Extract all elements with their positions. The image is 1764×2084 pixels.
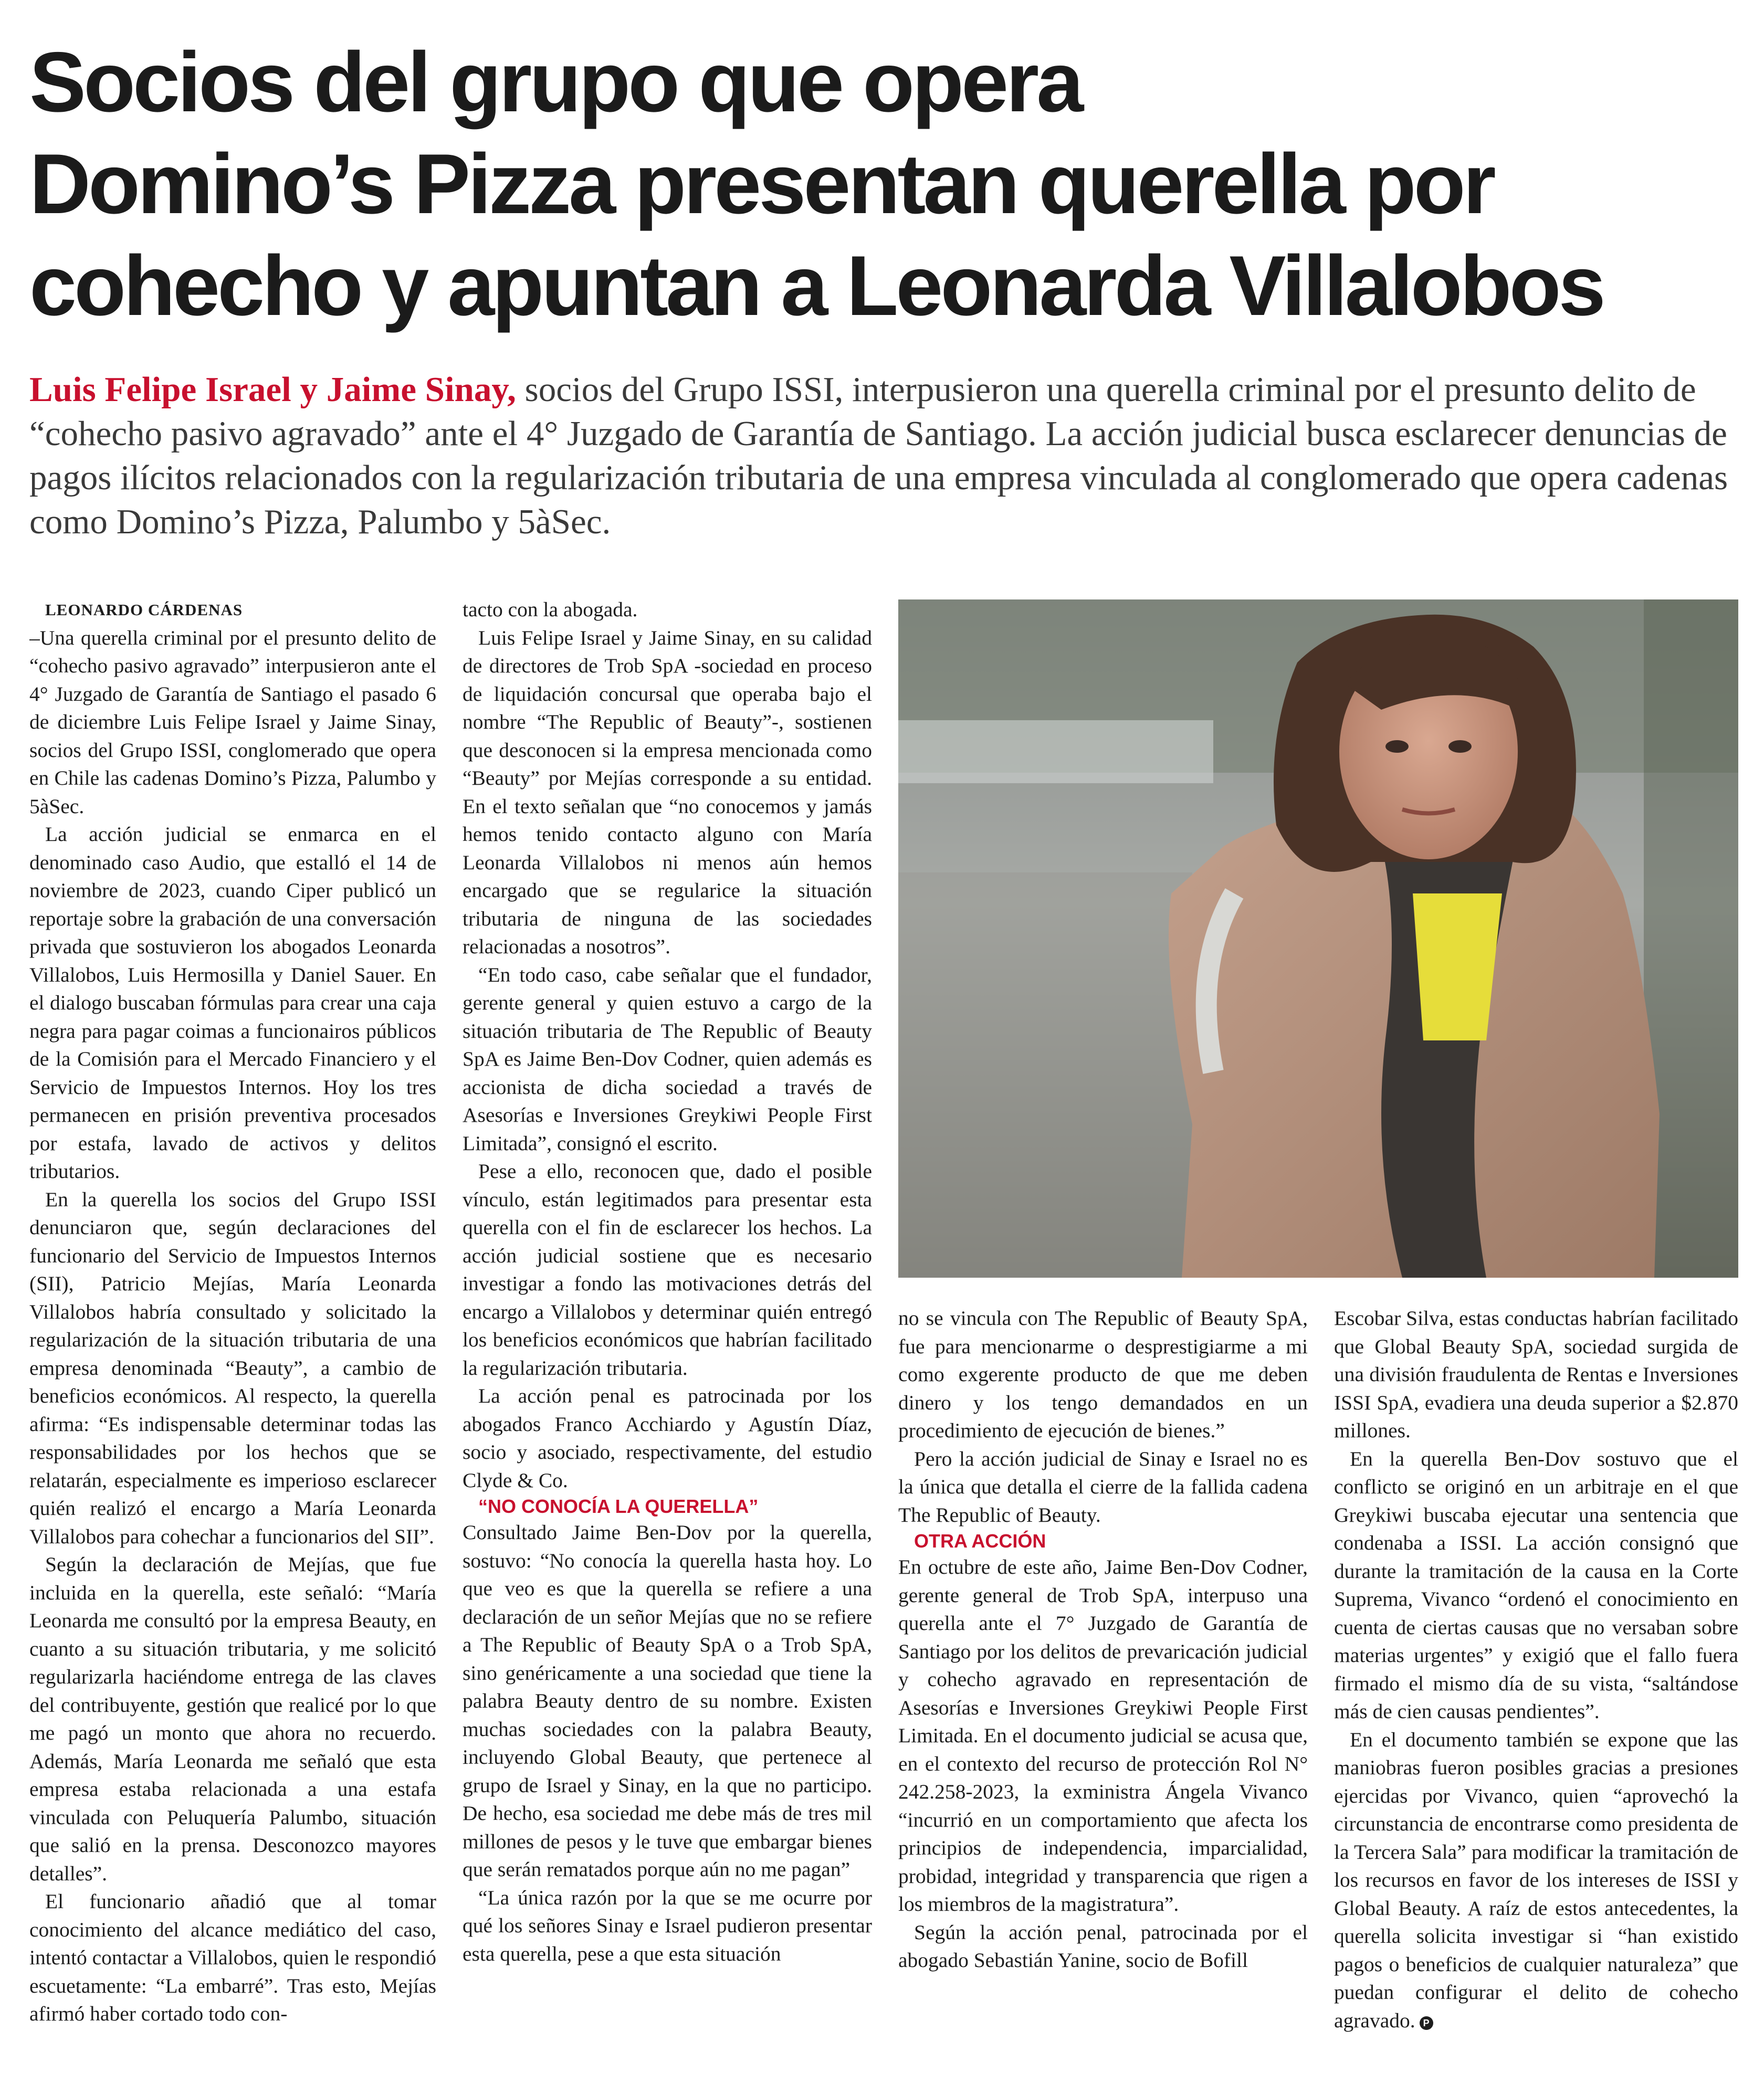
lede-names: Luis Felipe Israel y Jaime Sinay,	[29, 370, 516, 409]
paragraph: La acción penal es patrocinada por los abogados Franco Acchiardo y Agustín Díaz, socio y asociado, respectivamente, del estudio Clyde & Co.	[463, 1384, 872, 1492]
article-column-3	[898, 1304, 1308, 2063]
headline-line-2: Domino’s Pizza presentan querella por	[29, 136, 1494, 231]
paragraph: Pese a ello, reconocen que, dado el posible vínculo, están legitimados para presentar esta querella con el fin de esclarecer los hechos. La acción judicial sostiene que es necesario investigar a fondo las motivaciones detrás del encargo a Villalobos y determinar quién entregó los beneficios económicos que habrían facilitado la regularización tributaria.	[463, 1160, 872, 1380]
paragraph	[1334, 1726, 1738, 2035]
paragraph: “En todo caso, cabe señalar que el fundador, gerente general y quien estuvo a cargo de la situación tributaria de The Republic of Beauty SpA es Jaime Ben-Dov Codner, quien además es accionista de dicha sociedad a través de Asesorías e Inversiones Greykiwi People First Limitada”, consignó el escrito.	[463, 963, 872, 1155]
paragraph: “La única razón por la que se me ocurre por qué los señores Sinay e Israel pudieron presentar esta querella, pese a que esta situación	[463, 1886, 872, 1965]
paragraph: –Una querella criminal por el presunto delito de “cohecho pasivo agravado” interpusieron ante el 4° Juzgado de Garantía de Santiago el pasado 6 de diciembre Luis Felipe Israel y Jaime Sinay, socios del Grupo ISSI, conglomerado que opera en Chile las cadenas Domino’s Pizza, Palumbo y 5àSec.	[29, 626, 436, 818]
article-column-2	[463, 596, 872, 2063]
subhead-otra-accion: OTRA ACCIÓN	[914, 1530, 1046, 1552]
end-mark-icon: P	[1420, 2016, 1433, 2030]
photo-leonarda-villalobos	[898, 599, 1738, 1278]
paragraph: La acción judicial se enmarca en el denominado caso Audio, que estalló el 14 de noviembre de 2023, cuando Ciper publicó un reportaje sobre la grabación de una conversación privada que sostuvieron los abogados Leonarda Villalobos, Luis Hermosilla y Daniel Sauer. En el dialogo buscaban fórmulas para crear una caja negra para pagar coimas a funcionairos públicos de la Comisión para el Mercado Financiero y el Servicio de Impuestos Internos. Hoy los tres permanecen en prisión preventiva procesados por estafa, lavado de activos y delitos tributarios.	[29, 823, 436, 1183]
paragraph-text: En el documento también se expone que las maniobras fueron posibles gracias a presiones ejercidas por Vivanco, quien “aprovechó la circunstancia de encontrarse como presidenta de la Tercera Sala” para modificar la tramitación de los recursos en favor de los intereses de ISSI y Global Beauty. A raíz de estos antecedentes, la querella solicita investigar si “han existido pagos o beneficios de cualquier naturaleza” que puedan configurar el delito de cohecho agravado.	[1334, 1728, 1738, 2032]
lede	[29, 367, 1736, 544]
lede-text: socios del Grupo ISSI, interpusieron una querella criminal por el presunto delito de “cohecho pasivo agravado” ante el 4° Juzgado de Garantía de Santiago. La acción judicial busca esclarecer denuncias de pagos ilícitos relacionados con la regularización tributaria de una empresa vinculada al conglomerado que opera cadenas como Domino’s Pizza, Palumbo y 5àSec.	[29, 370, 1728, 541]
paragraph: Escobar Silva, estas conductas habrían facilitado que Global Beauty SpA, sociedad surgida de una división fraudulenta de Rentas e Inversiones ISSI SpA, evadiera una deuda superior a $2.870 millones.	[1334, 1307, 1738, 1442]
headline-line-3: cohecho y apuntan a Leonarda Villalobos	[29, 238, 1603, 333]
byline: LEONARDO CÁRDENAS	[45, 601, 243, 619]
subhead-no-conocia: “NO CONOCÍA LA QUERELLA”	[478, 1496, 759, 1517]
paragraph: En octubre de este año, Jaime Ben-Dov Codner, gerente general de Trob SpA, interpuso una querella ante el 7° Juzgado de Garantía de Santiago por los delitos de prevaricación judicial y cohecho agravado en representación de Asesorías e Inversiones Greykiwi People First Limitada. En el documento judicial se acusa que, en el contexto del recurso de protección Rol N° 242.258-2023, la exministra Ángela Vivanco “incurrió en un comportamiento que afecta los principios de independencia, imparcialidad, probidad, integridad y transparencia que rigen a los miembros de la magistratura”.	[898, 1555, 1308, 1915]
paragraph: En la querella Ben-Dov sostuvo que el conflicto se originó en un arbitraje en el que Greykiwi buscaba ejecutar una sentencia que condenaba a ISSI. La acción consignó que durante la tramitación de la causa en la Corte Suprema, Vivanco “ordenó el conocimiento en cuenta de ciertas causas que no versaban sobre materias urgentes” y exigió que el fallo fuera firmado el mismo día de su vista, “saltándose más de cien causas pendientes”.	[1334, 1447, 1738, 1723]
paragraph: Según la declaración de Mejías, que fue incluida en la querella, este señaló: “María Leonarda me consultó por la empresa Beauty, en cuanto a su situación tributaria, y me solicitó regularizarla haciéndome entrega de las claves del contribuyente, gestión que realicé por lo que me pagó un monto que ahora no recuerdo. Además, María Leonarda me señaló que esta empresa estaba relacionada a una estafa vinculada con Peluquería Palumbo, situación que salió en la prensa. Desconozco mayores detalles”.	[29, 1553, 436, 1885]
paragraph: tacto con la abogada.	[463, 598, 638, 621]
paragraph: Según la acción penal, patrocinada por el abogado Sebastián Yanine, socio de Bofill	[898, 1920, 1308, 1972]
paragraph: En la querella los socios del Grupo ISSI denunciaron que, según declaraciones del funcionario del Servicio de Impuestos Internos (SII), Patricio Mejías, María Leonarda Villalobos habría consultado y solicitado la regularización de la situación tributaria de una empresa denominada “Beauty”, a cambio de beneficios económicos. Al respecto, la querella afirma: “Es indispensable determinar todas las responsabilidades por los hechos que se relatarán, especialmente es imperioso esclarecer quién realizó el encargo a María Leonarda Villalobos para cohechar a funcionarios del SII”.	[29, 1187, 436, 1548]
paragraph: El funcionario añadió que al tomar conocimiento del alcance mediático del caso, intentó contactar a Villalobos, quien le respondió escuetamente: “La embarré”. Tras esto, Mejías afirmó haber cortado todo con-	[29, 1890, 436, 2025]
headline-line-1: Socios del grupo que opera	[29, 35, 1082, 130]
article-column-4	[1334, 1304, 1738, 2063]
paragraph: no se vincula con The Republic of Beauty SpA, fue para mencionarme o desprestigiarme a mi como exgerente producto de que me deben dinero y los tengo demandados en un procedimiento de ejecución de bienes.”	[898, 1307, 1308, 1442]
headline	[29, 31, 1730, 337]
paragraph: Pero la acción judicial de Sinay e Israel no es la única que detalla el cierre de la fallida cadena The Republic of Beauty.	[898, 1447, 1308, 1527]
paragraph: Luis Felipe Israel y Jaime Sinay, en su calidad de directores de Trob SpA -sociedad en proceso de liquidación concursal que operaba bajo el nombre “The Republic of Beauty”-, sostienen que desconocen si la empresa mencionada como “Beauty” por Mejías corresponde a su entidad. En el texto señalan que “no conocemos y jamás hemos tenido contacto alguno con María Leonarda Villalobos ni menos aún hemos encargado que se regularice la situación tributaria de ninguna de las sociedades relacionadas a nosotros”.	[463, 626, 872, 958]
article-column-1	[29, 596, 436, 2063]
paragraph: Consultado Jaime Ben-Dov por la querella, sostuvo: “No conocía la querella hasta hoy. Lo que veo es que la querella se refiere a una declaración de un señor Mejías que no se refiere a The Republic of Beauty SpA o a Trob SpA, sino genéricamente a una sociedad que tiene la palabra Beauty dentro de su nombre. Existen muchas sociedades con la palabra Beauty, incluyendo Global Beauty, que pertenece al grupo de Israel y Sinay, en la que no participo. De hecho, esa sociedad me debe más de tres mil millones de pesos y le tuve que embargar bienes que serán rematados porque aún no me pagan”	[463, 1521, 872, 1881]
